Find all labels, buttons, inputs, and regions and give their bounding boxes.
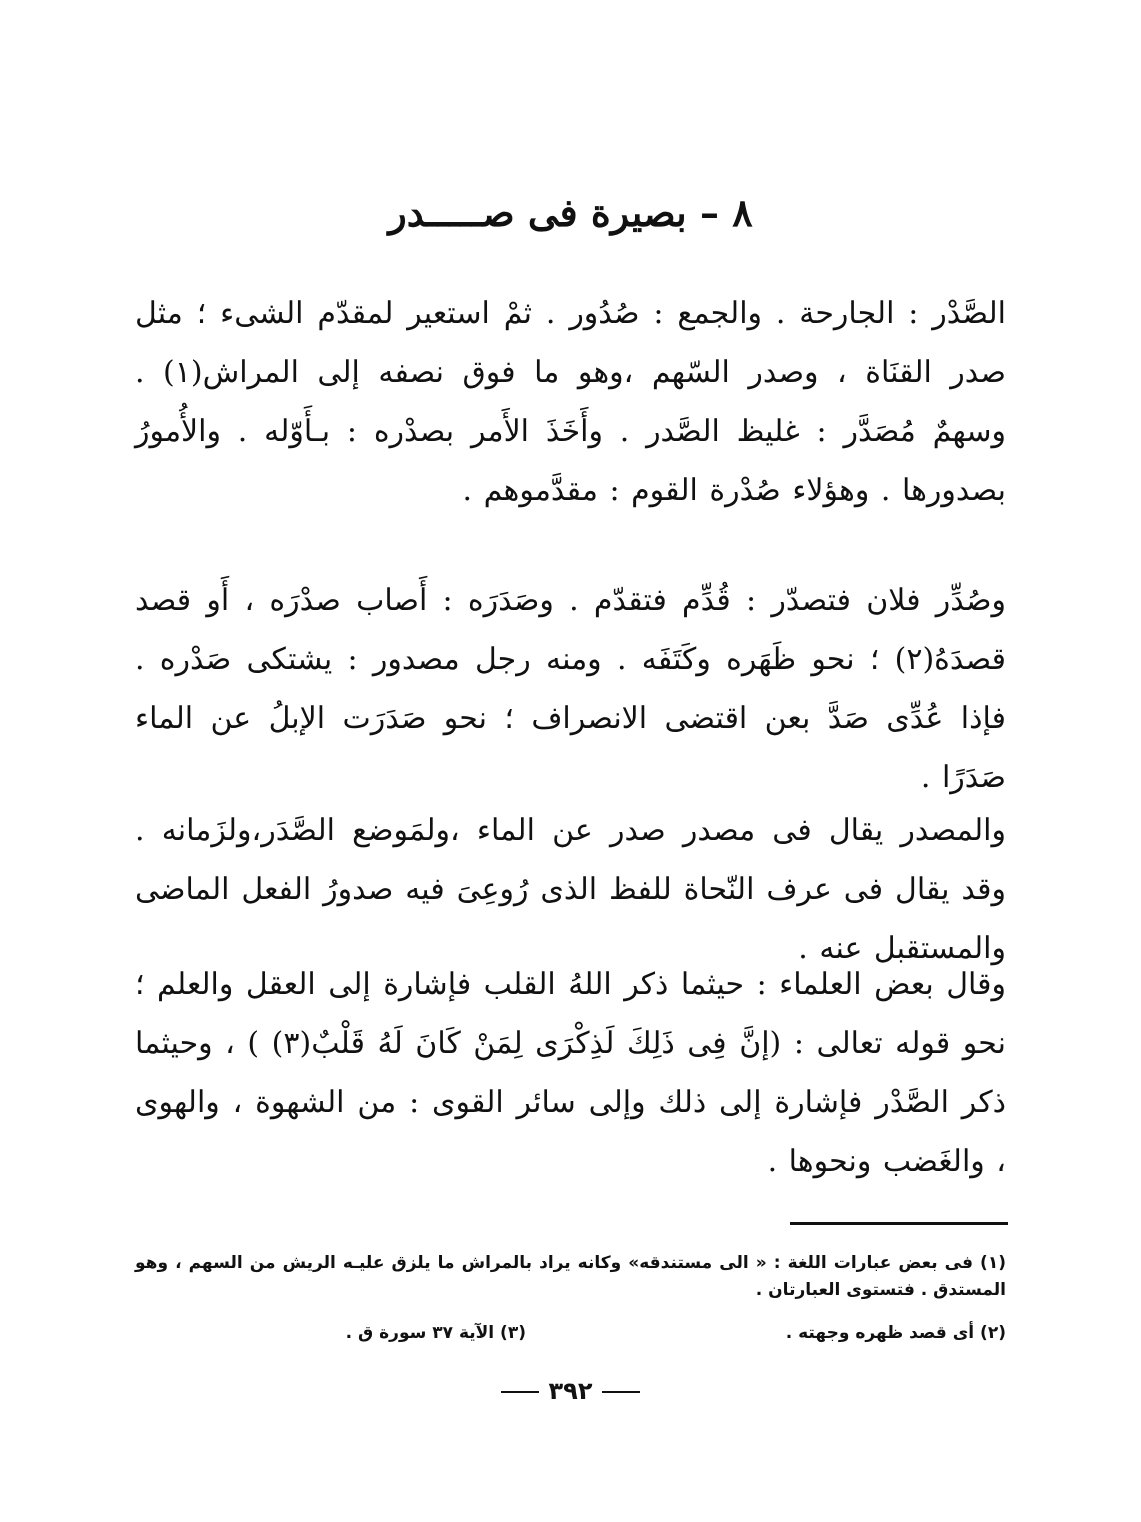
footnote-separator — [790, 1222, 1008, 1225]
footnote-2: (٢) أى قصد ظهره وجهته . — [785, 1323, 1006, 1343]
paragraph-3: والمصدر يقال فى مصدر صدر عن الماء ،ولمَوضع الصَّدَر،ولزَمانه . وقد يقال فى عرف النّحاة للفظ الذى رُوعِىَ فيه صدورُ الفعل الماضى والمستقبل عنه . — [135, 813, 1006, 966]
page-number-dash-left — [501, 1391, 539, 1393]
footnote-3: (٣) الآية ٣٧ سورة ق . — [345, 1323, 526, 1343]
page-number: ٣٩٢ — [548, 1377, 593, 1405]
footnote-row — [135, 1320, 1006, 1350]
page-number-row — [0, 1377, 1141, 1405]
footnote-1: (١) فى بعض عبارات اللغة : « الى مستندقه» وكانه يراد بالمراش ما يلزق عليـه الريش من السهم ، وهو المستدق . فتستوى العبارتان . — [135, 1253, 1006, 1300]
paragraph-1: الصَّدْر : الجارحة . والجمع : صُدُور . ثمْ استعير لمقدّم الشىء ؛ مثل صدر القنَاة ، وصدر السّهم ،وهو ما فوق نصفه إلى المراش(١) . وسهمٌ مُصَدَّر : غليظ الصَّدر . وأَخَذَ الأَمر بصدْره : بـأَوّله . والأُمورُ بصدورها . وهؤلاء صُدْرة القوم : مقدَّموهم . — [135, 296, 1006, 508]
chapter-title: ٨ – بصيرة فى صـــــدر — [388, 190, 753, 235]
paragraph-4: وقال بعض العلماء : حيثما ذكر اللهُ القلب فإشارة إلى العقل والعلم ؛ نحو قوله تعالى : (إنَّ فِى ذَلِكَ لَذِكْرَى لِمَنْ كَانَ لَهُ قَلْبٌ(٣) ) ، وحيثما ذكر الصَّدْر فإشارة إلى ذلك وإلى سائر القوى : من الشهوة ، والهوى ، والغَضب ونحوها . — [135, 967, 1006, 1179]
page-number-dash-right — [602, 1391, 640, 1393]
paragraph-2: وصُدِّر فلان فتصدّر : قُدِّم فتقدّم . وصَدَرَه : أَصاب صدْرَه ، أَو قصد قصدَهُ(٢) ؛ نحو ظَهَره وكَتَفَه . ومنه رجل مصدور : يشتكى صَدْره . فإذا عُدِّى صَدَّ بعن اقتضى الانصراف ؛ نحو صَدَرَت الإبلُ عن الماء صَدَرًا . — [135, 583, 1006, 795]
